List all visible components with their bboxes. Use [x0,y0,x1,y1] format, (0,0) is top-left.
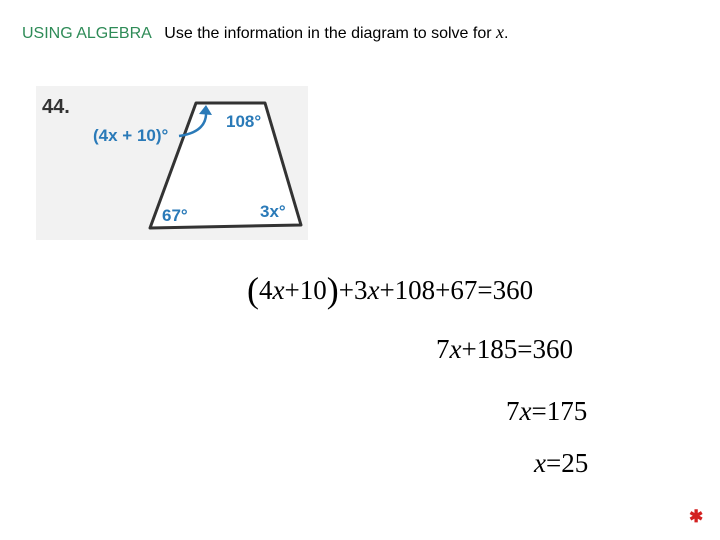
term: 4 [259,275,273,305]
variable-x: x [519,396,532,426]
variable-x: x [367,275,380,305]
instruction-period: . [504,25,509,42]
solution-step-2 [436,334,573,365]
angle-label-bottom-right: 3x° [260,202,286,221]
term: 7 [506,396,520,426]
instruction-text: Use the information in the diagram to solve for [164,25,492,42]
solution-step-4 [534,448,588,479]
term: 7 [436,334,450,364]
open-paren: ( [247,270,259,310]
angle-label-bottom-left: 67° [162,206,188,225]
variable-x: x [449,334,462,364]
problem-number: 44. [42,96,70,118]
close-paren: ) [326,270,339,310]
variable-x: x [272,275,285,305]
solution-step-1 [247,266,533,308]
angle-label-top-right: 108° [226,112,262,131]
variable-x: x [534,448,546,478]
term: +3 [338,275,368,305]
term: =175 [531,396,588,426]
term: +185=360 [461,334,573,364]
instruction-header [22,22,508,43]
term: +108+67=360 [379,275,534,305]
term: +10 [284,275,327,305]
quadrilateral-diagram [36,86,308,240]
using-algebra-tag: USING ALGEBRA [22,25,151,42]
solution-step-3 [506,396,587,427]
instruction-variable: x [496,22,505,42]
term: =25 [545,448,589,478]
star-icon: ✱ [689,507,704,526]
quadrilateral-figure [36,86,308,240]
angle-label-top-left: (4x + 10)° [93,126,169,145]
